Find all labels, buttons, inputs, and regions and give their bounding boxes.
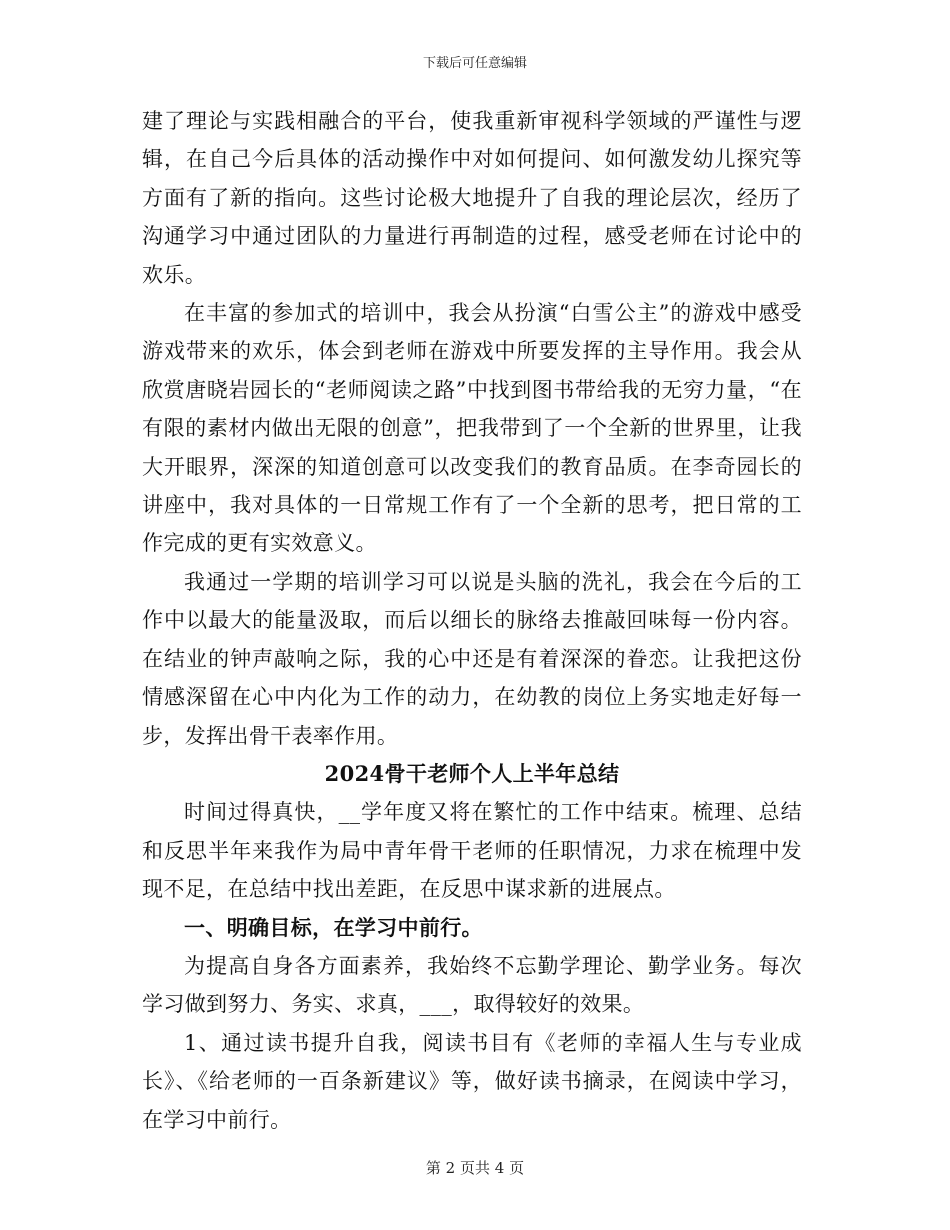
section-heading: 一、明确目标，在学习中前行。 <box>184 914 483 940</box>
paragraph-training: 在丰富的参加式的培训中，我会从扮演“白雪公主”的游戏中感受游戏带来的欢乐，体会到老师在游戏中所要发挥的主导作用。我会从欣赏唐晓岩园长的“老师阅读之路”中找到图书带给我的无穷力量，“在有限的素材内做出无限的创意”，把我带到了一个全新的世界里，让我大开眼界，深深的知道创意可以改变我们的教育品质。在李奇园长的讲座中，我对具体的一日常规工作有了一个全新的思考，把日常的工作完成的更有实效意义。 <box>142 301 802 556</box>
paragraph-intro: 时间过得真快，__学年度又将在繁忙的工作中结束。梳理、总结和反思半年来我作为局中青年骨干老师的任职情况，力求在梳理中发现不足，在总结中找出差距，在反思中谋求新的进展点。 <box>142 800 802 902</box>
document-body <box>142 102 802 1139</box>
paragraph-continuation: 建了理论与实践相融合的平台，使我重新审视科学领域的严谨性与逻辑，在自己今后具体的活动操作中对如何提问、如何激发幼儿探究等方面有了新的指向。这些讨论极大地提升了自我的理论层次，经历了沟通学习中通过团队的力量进行再制造的过程，感受老师在讨论中的欢乐。 <box>142 109 802 287</box>
paragraph-reading: 1、通过读书提升自我，阅读书目有《老师的幸福人生与专业成长》、《给老师的一百条新建议》等，做好读书摘录，在阅读中学习，在学习中前行。 <box>142 1030 802 1132</box>
page-header: 下载后可任意编辑 <box>422 56 527 71</box>
document-title: 2024骨干老师个人上半年总结 <box>324 760 620 786</box>
page-footer: 第 2 页共 4 页 <box>425 1159 525 1177</box>
paragraph-reflection: 我通过一学期的培训学习可以说是头脑的洗礼，我会在今后的工作中以最大的能量汲取，而后以细长的脉络去推敲回味每一份内容。在结业的钟声敲响之际，我的心中还是有着深深的眷恋。让我把这份情感深留在心中内化为工作的动力，在幼教的岗位上务实地走好每一步，发挥出骨干表率作用。 <box>142 569 802 748</box>
paragraph-study: 为提高自身各方面素养，我始终不忘勤学理论、勤学业务。每次学习做到努力、务实、求真，___，取得较好的效果。 <box>142 953 802 1017</box>
